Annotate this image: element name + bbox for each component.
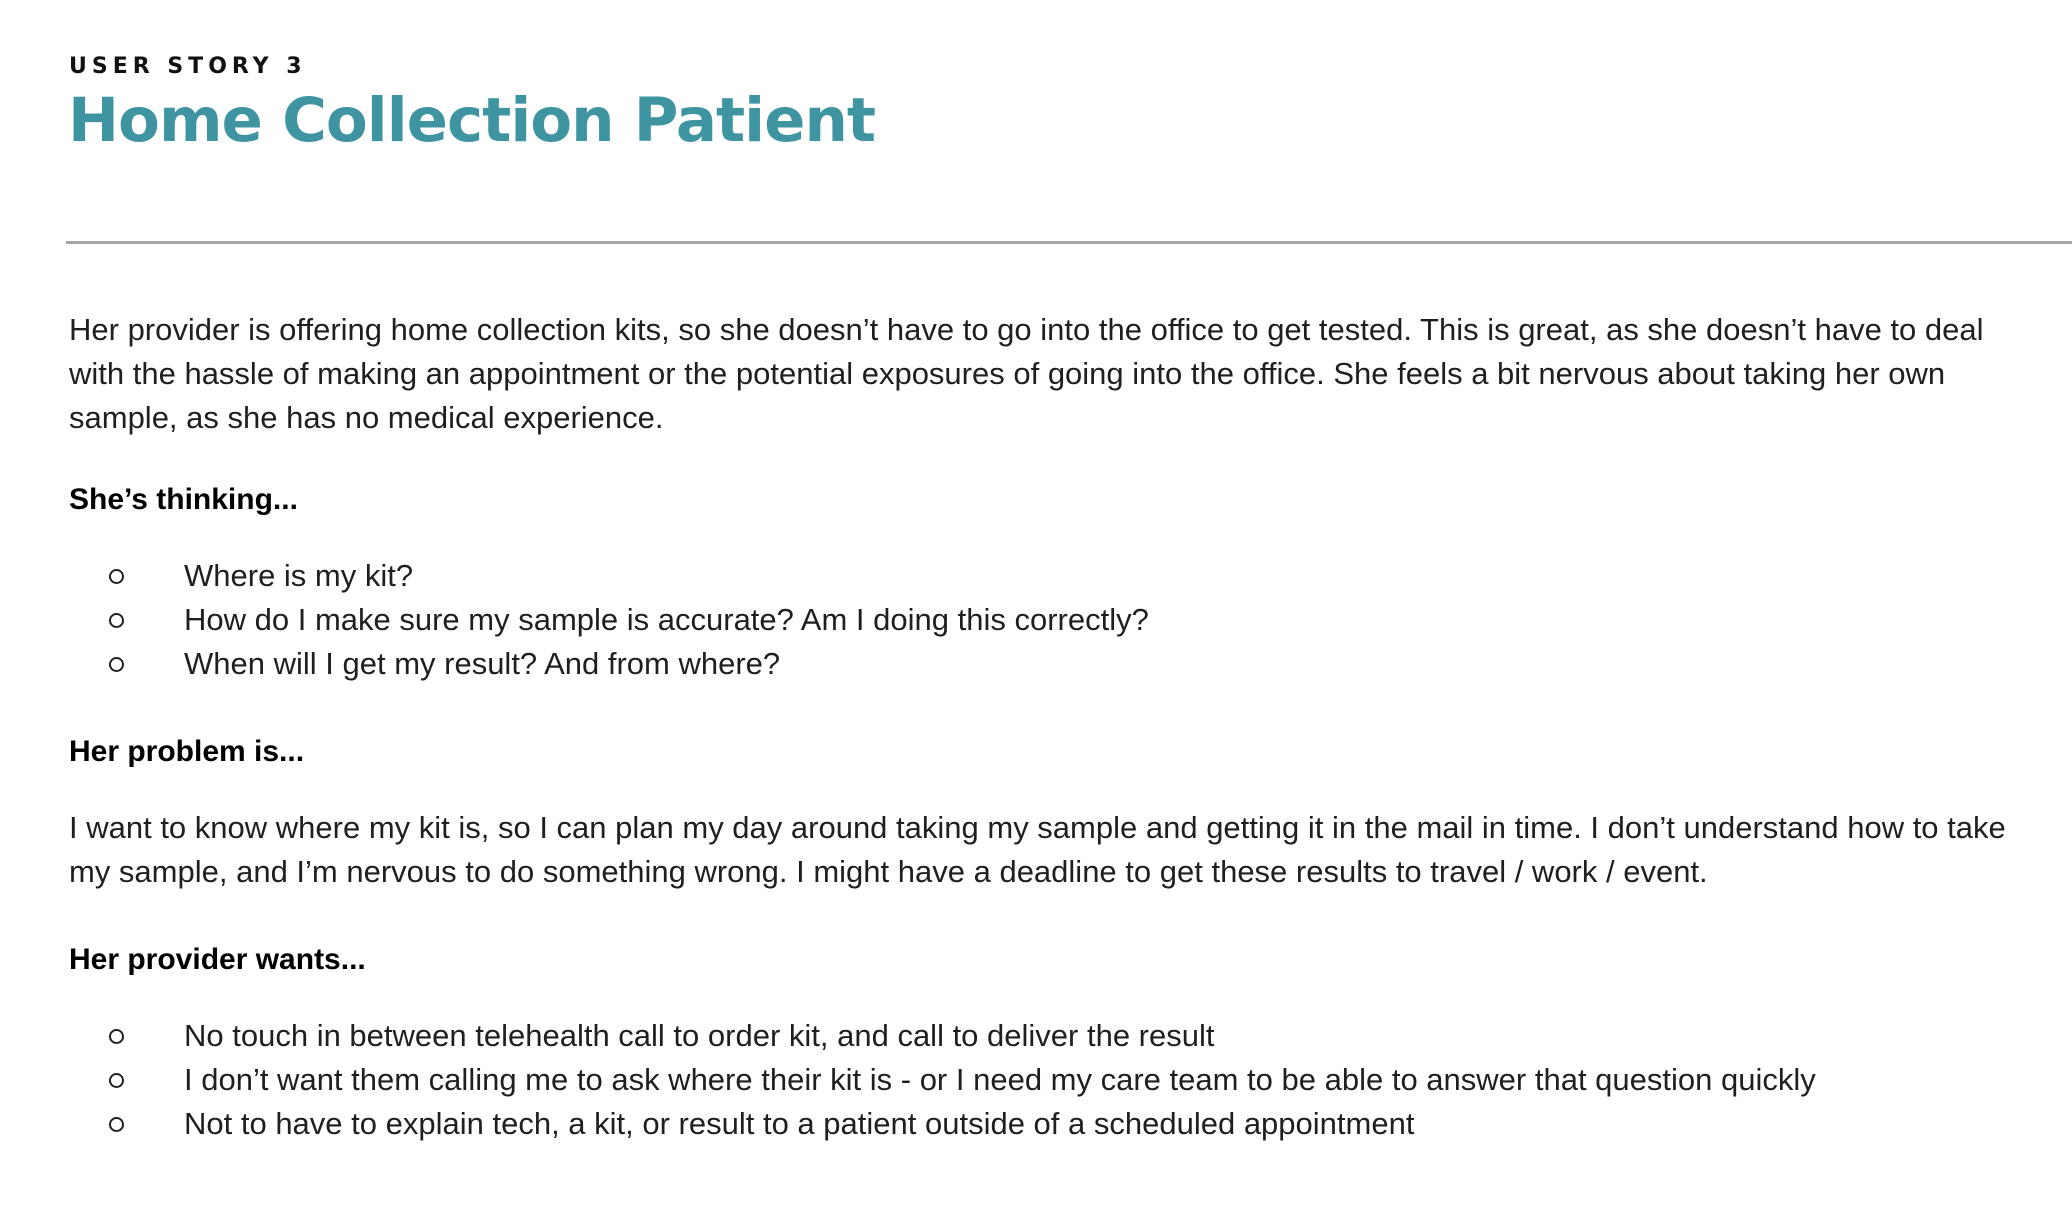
thinking-list: [69, 554, 2029, 686]
circle-bullet-icon: [109, 569, 124, 584]
provider-heading: Her provider wants...: [69, 943, 366, 976]
list-item-text: I don’t want them calling me to ask where their kit is - or I need my care team to be able to answer that question quickly: [184, 1062, 1816, 1097]
list-item: [69, 1102, 2029, 1146]
list-item: [69, 642, 2029, 686]
list-item: [69, 598, 2029, 642]
list-item-text: Not to have to explain tech, a kit, or result to a patient outside of a scheduled appointment: [184, 1106, 1415, 1141]
list-item-text: No touch in between telehealth call to order kit, and call to deliver the result: [184, 1018, 1215, 1053]
list-item: [69, 554, 2029, 598]
list-item: [69, 1058, 2029, 1102]
circle-bullet-icon: [109, 1073, 124, 1088]
circle-bullet-icon: [109, 1029, 124, 1044]
circle-bullet-icon: [109, 1117, 124, 1132]
list-item-text: When will I get my result? And from where?: [184, 646, 781, 681]
problem-heading: Her problem is...: [69, 735, 305, 768]
list-item: [69, 1014, 2029, 1058]
story-label: USER STORY 3: [69, 54, 307, 79]
page-title: Home Collection Patient: [68, 85, 876, 156]
circle-bullet-icon: [109, 657, 124, 672]
problem-paragraph: I want to know where my kit is, so I can plan my day around taking my sample and getting it in the mail in time. I don’t understand how to take my sample, and I’m nervous to do something wrong. I might have a deadline to get these results to travel / work / event.: [69, 810, 2006, 889]
intro-paragraph: Her provider is offering home collection kits, so she doesn’t have to go into the office to get tested. This is great, as she doesn’t have to deal with the hassle of making an appointment or the potential exposures of going into the office. She feels a bit nervous about taking her own sample, as she has no medical experience.: [69, 312, 1984, 435]
list-item-text: Where is my kit?: [184, 558, 414, 593]
circle-bullet-icon: [109, 613, 124, 628]
list-item-text: How do I make sure my sample is accurate? Am I doing this correctly?: [184, 602, 1149, 637]
header-divider: [66, 241, 2072, 244]
thinking-heading: She’s thinking...: [69, 483, 298, 516]
story-content: [69, 308, 2029, 1146]
provider-list: [69, 1014, 2029, 1146]
